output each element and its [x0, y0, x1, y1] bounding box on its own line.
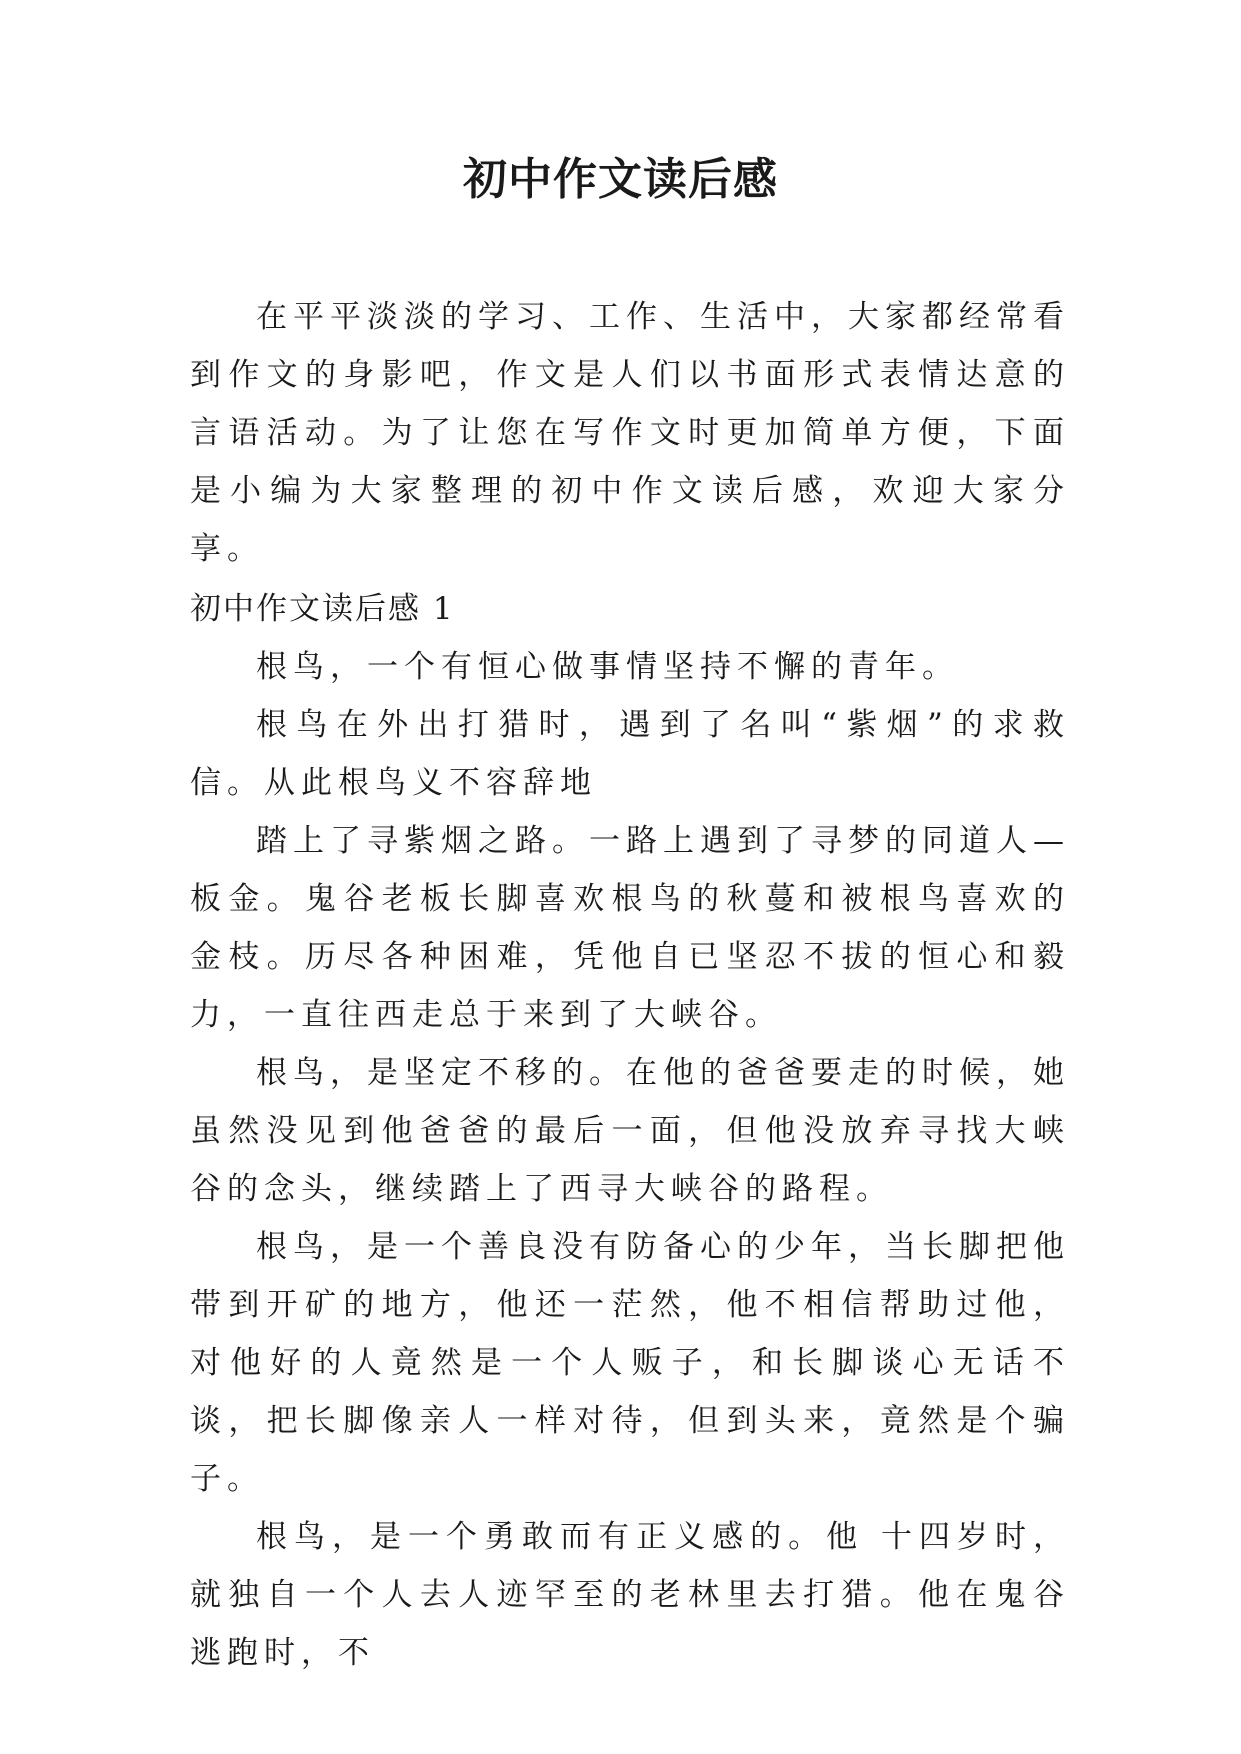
- essay-section: [190, 580, 1070, 1682]
- intro-paragraph: 在平平淡淡的学习、工作、生活中，大家都经常看到作文的身影吧，作文是人们以书面形式表情达意的言语活动。为了让您在写作文时更加简单方便，下面是小编为大家整理的初中作文读后感，欢迎大家分享。: [190, 299, 1070, 567]
- essay-paragraph: 踏上了寻紫烟之路。一路上遇到了寻梦的同道人—板金。鬼谷老板长脚喜欢根鸟的秋蔓和被根鸟喜欢的金枝。历尽各种困难，凭他自已坚忍不拔的恒心和毅力，一直往西走总于来到了大峡谷。: [190, 823, 1070, 1033]
- essay-paragraph: 根鸟，是一个勇敢而有正义感的。他 十四岁时，就独自一个人去人迹罕至的老林里去打猎。他在鬼谷逃跑时，不: [190, 1519, 1070, 1671]
- essay-paragraph: 根鸟，是坚定不移的。在他的爸爸要走的时候，她虽然没见到他爸爸的最后一面，但他没放弃寻找大峡谷的念头，继续踏上了西寻大峡谷的路程。: [190, 1055, 1070, 1207]
- section-heading: 初中作文读后感 1: [190, 591, 455, 627]
- intro-block: [190, 288, 1070, 578]
- essay-paragraph: 根鸟，是一个善良没有防备心的少年，当长脚把他带到开矿的地方，他还一茫然，他不相信帮助过他，对他好的人竟然是一个人贩子，和长脚谈心无话不谈，把长脚像亲人一样对待，但到头来，竟然是个骗子。: [190, 1229, 1070, 1497]
- document-title: 初中作文读后感: [463, 154, 778, 205]
- essay-paragraph: 根鸟，一个有恒心做事情坚持不懈的青年。: [256, 649, 959, 685]
- essay-paragraph: 根鸟在外出打猎时，遇到了名叫“紫烟”的求救信。从此根鸟义不容辞地: [190, 707, 1070, 801]
